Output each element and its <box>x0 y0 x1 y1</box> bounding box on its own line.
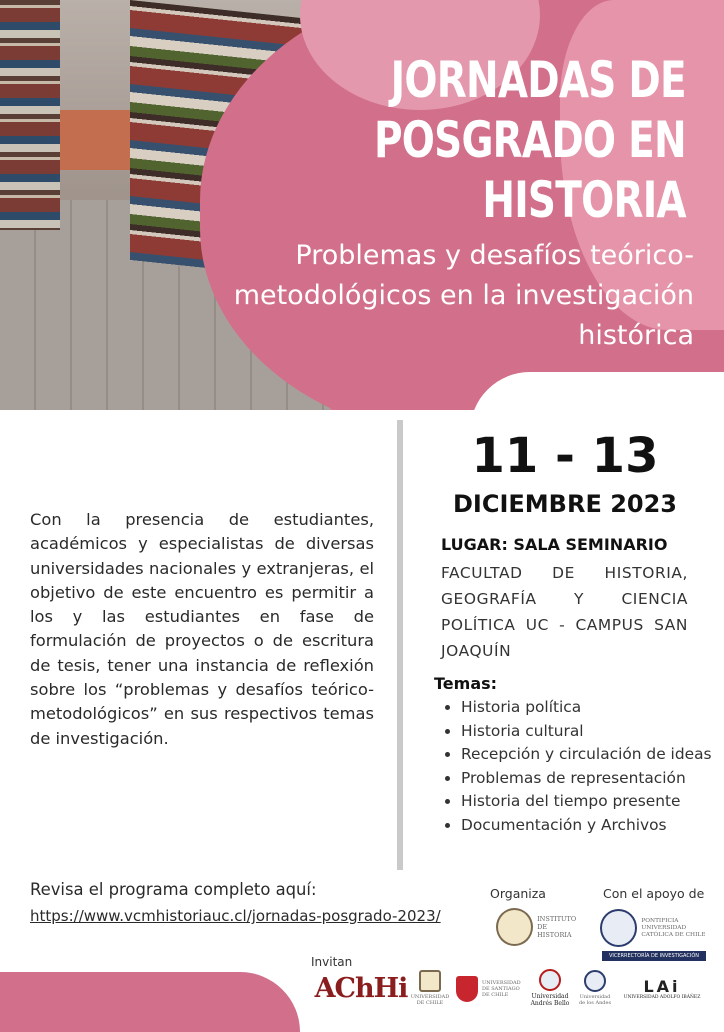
uandes-logo-text: Universidad de los Andes <box>578 994 612 1006</box>
uchile-logo-text: UNIVERSIDAD DE CHILE <box>410 994 450 1006</box>
event-month: DICIEMBRE 2023 <box>453 490 677 518</box>
unab-seal-icon <box>539 969 561 991</box>
puc-logo <box>600 904 710 952</box>
event-title <box>374 50 686 230</box>
uchile-logo <box>410 966 450 1010</box>
unab-logo-text: Universidad Andrés Bello <box>530 993 570 1007</box>
uandes-seal-icon <box>584 970 606 992</box>
invitan-label: Invitan <box>311 955 353 969</box>
instituto-logo-text: INSTITUTO DE HISTORIA <box>537 915 577 939</box>
title-line: JORNADAS DE <box>390 51 686 109</box>
topic-item: • Documentación y Archivos <box>461 814 724 838</box>
organiza-label: Organiza <box>490 886 546 901</box>
achhi-logo: AChHi <box>314 972 408 1004</box>
topic-item: • Historia política <box>461 696 724 720</box>
footer-pink-shape <box>0 972 300 1032</box>
vicerrectoria-banner: VICERRECTORÍA DE INVESTIGACIÓN <box>602 951 706 961</box>
topics-list <box>443 696 724 838</box>
event-dates: 11 - 13 <box>471 428 659 484</box>
usach-logo-text: UNIVERSIDAD DE SANTIAGO DE CHILE <box>482 980 521 998</box>
instituto-seal-icon <box>496 908 533 946</box>
topic-item: • Recepción y circulación de ideas <box>461 743 724 767</box>
puc-logo-text: PONTIFICIA UNIVERSIDAD CATÓLICA DE CHILE <box>641 917 706 938</box>
unab-logo <box>528 966 572 1010</box>
usach-logo <box>456 972 526 1006</box>
vertical-divider <box>397 420 403 870</box>
program-label: Revisa el programa completo aquí: <box>30 880 317 899</box>
puc-seal-icon <box>600 909 637 947</box>
topics-label: Temas: <box>434 674 498 693</box>
white-curve <box>470 372 724 410</box>
title-line: POSGRADO EN <box>374 111 686 169</box>
instituto-historia-logo <box>496 906 578 948</box>
subtitle-line: Problemas y desafíos teórico- <box>295 240 694 271</box>
usach-shield-icon <box>456 976 478 1002</box>
uchile-seal-icon <box>419 970 441 992</box>
topic-item: • Problemas de representación <box>461 767 724 791</box>
event-description: Con la presencia de estudiantes, académicos y especialistas de diversas universidades nacionales y extranjeras, el objetivo de este encuentro es permitir a los y las estudiantes en fase de formulación de proyectos o de escritura de tesis, tener una instancia de reflexión sobre los “problemas y desafíos teórico-metodológicos” en sus respectivos temas de investigación. <box>30 510 374 748</box>
subtitle-line: metodológicos en la investigación <box>233 280 694 311</box>
topic-item: • Historia del tiempo presente <box>461 790 724 814</box>
event-subtitle <box>134 236 694 356</box>
uandes-logo <box>576 966 614 1010</box>
bookshelf-left <box>0 0 60 230</box>
subtitle-line: histórica <box>578 320 694 351</box>
venue-detail: FACULTAD DE HISTORIA, GEOGRAFÍA Y CIENCIA POLÍTICA UC - CAMPUS SAN JOAQUÍN <box>441 564 688 660</box>
topic-item: • Historia cultural <box>461 720 724 744</box>
uai-logo-text: UNIVERSIDAD ADOLFO IBÁÑEZ <box>623 995 701 1000</box>
hero-banner <box>0 0 724 410</box>
title-line: HISTORIA <box>482 171 686 229</box>
uai-wordmark-icon: LAi <box>643 977 681 996</box>
program-link[interactable]: https://www.vcmhistoriauc.cl/jornadas-posgrado-2023/ <box>30 907 441 925</box>
venue-label: LUGAR: SALA SEMINARIO <box>441 535 668 554</box>
library-aisle <box>60 110 130 170</box>
apoyo-label: Con el apoyo de <box>603 886 705 901</box>
uai-logo <box>616 976 708 1004</box>
